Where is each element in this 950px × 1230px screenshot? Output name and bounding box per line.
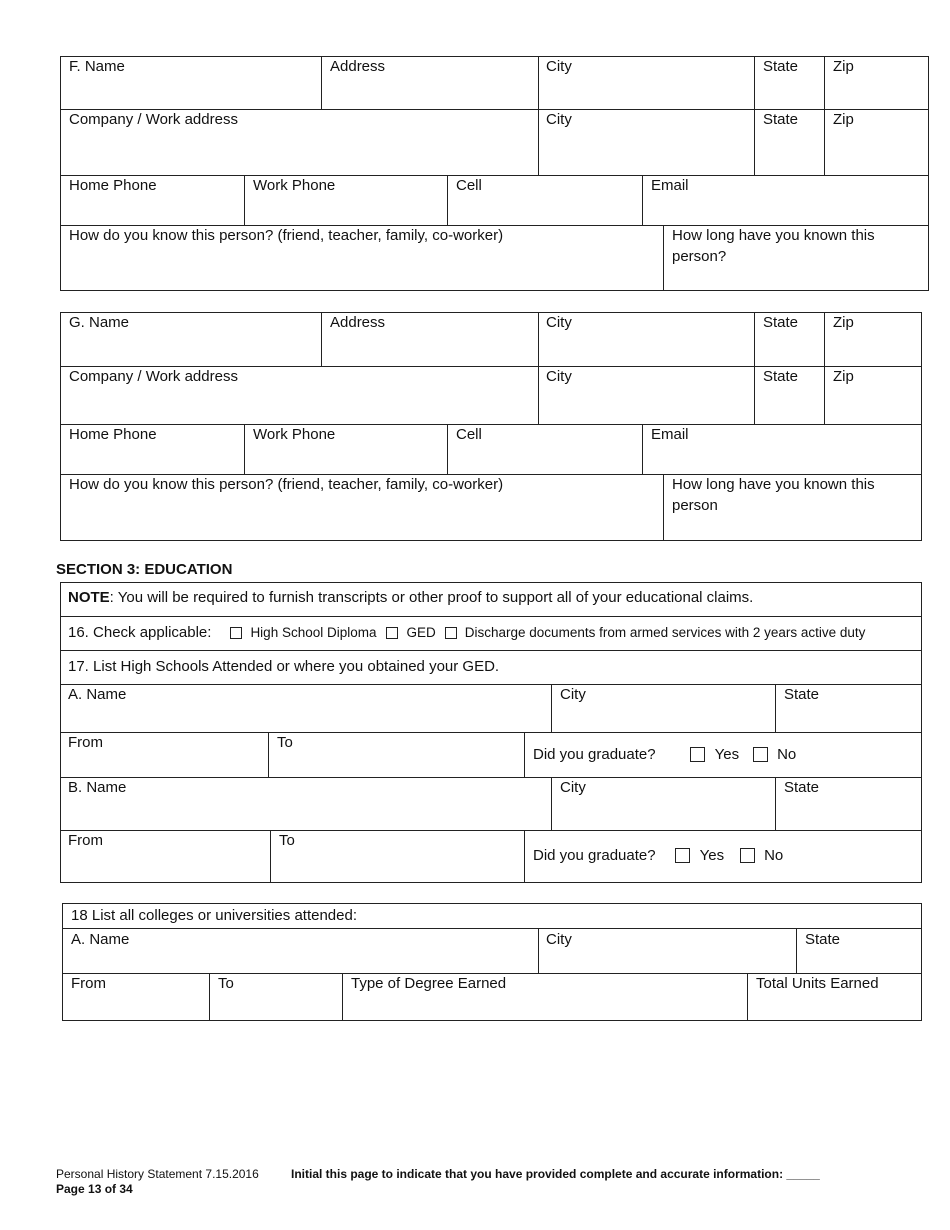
hs-b-graduate-row	[533, 845, 783, 866]
footer-initial-line[interactable]: Initial this page to indicate that you have provided complete and accurate information: _____	[291, 1167, 820, 1181]
section-3-heading: SECTION 3: EDUCATION	[56, 561, 233, 578]
college-a-units-field[interactable]: Total Units Earned	[756, 975, 879, 992]
note-text	[68, 587, 753, 608]
footer-doc-title: Personal History Statement 7.15.2016	[56, 1167, 259, 1181]
f-state-field[interactable]: State	[763, 58, 799, 75]
g-cell-field[interactable]: Cell	[456, 426, 482, 443]
hs-a-name-field[interactable]: A. Name	[68, 686, 127, 703]
f-zip-field[interactable]: Zip	[833, 58, 854, 75]
college-a-from-field[interactable]: From	[71, 975, 106, 992]
g-city-field[interactable]: City	[546, 314, 572, 331]
hs-b-yes-label: Yes	[699, 847, 725, 864]
hs-a-no-checkbox[interactable]	[753, 747, 768, 762]
hs-a-yes-label: Yes	[714, 746, 740, 763]
high-school-diploma-checkbox[interactable]	[230, 627, 242, 639]
hs-b-state-field[interactable]: State	[784, 779, 820, 796]
college-a-name-field[interactable]: A. Name	[71, 931, 130, 948]
hs-a-from-field[interactable]: From	[68, 734, 103, 751]
note-body: : You will be required to furnish transcripts or other proof to support all of your educational claims.	[109, 589, 754, 606]
hs-b-graduate-label: Did you graduate?	[533, 847, 656, 864]
college-a-degree-field[interactable]: Type of Degree Earned	[351, 975, 507, 992]
f-cell-field[interactable]: Cell	[456, 177, 482, 194]
q16-row	[68, 622, 865, 643]
hs-b-yes-checkbox[interactable]	[675, 848, 690, 863]
g-state-field[interactable]: State	[763, 314, 799, 331]
ged-label: GED	[406, 625, 436, 640]
g-name-field[interactable]: G. Name	[69, 314, 130, 331]
discharge-documents-label: Discharge documents from armed services with 2 years active duty	[464, 625, 866, 640]
f-company-zip-field[interactable]: Zip	[833, 111, 854, 128]
hs-a-to-field[interactable]: To	[277, 734, 293, 751]
f-name-field[interactable]: F. Name	[69, 58, 125, 75]
q17-label: 17. List High Schools Attended or where you obtained your GED.	[68, 658, 500, 675]
g-address-field[interactable]: Address	[330, 314, 386, 331]
f-home-phone-field[interactable]: Home Phone	[69, 177, 157, 194]
discharge-documents-checkbox[interactable]	[445, 627, 457, 639]
college-a-state-field[interactable]: State	[805, 931, 841, 948]
f-how-know-field[interactable]: How do you know this person? (friend, teacher, family, co-worker)	[69, 227, 504, 244]
hs-a-no-label: No	[777, 746, 797, 763]
f-company-city-field[interactable]: City	[546, 111, 572, 128]
f-work-phone-field[interactable]: Work Phone	[253, 177, 336, 194]
high-school-diploma-label: High School Diploma	[250, 625, 377, 640]
college-a-city-field[interactable]: City	[546, 931, 572, 948]
hs-a-city-field[interactable]: City	[560, 686, 586, 703]
hs-b-no-checkbox[interactable]	[740, 848, 755, 863]
g-company-city-field[interactable]: City	[546, 368, 572, 385]
g-company-zip-field[interactable]: Zip	[833, 368, 854, 385]
footer-page-number: Page 13 of 34	[56, 1182, 133, 1196]
hs-b-from-field[interactable]: From	[68, 832, 103, 849]
g-zip-field[interactable]: Zip	[833, 314, 854, 331]
g-company-field[interactable]: Company / Work address	[69, 368, 238, 385]
f-company-field[interactable]: Company / Work address	[69, 111, 238, 128]
hs-a-graduate-label: Did you graduate?	[533, 746, 656, 763]
hs-b-no-label: No	[764, 847, 784, 864]
f-city-field[interactable]: City	[546, 58, 572, 75]
q18-label: 18 List all colleges or universities attended:	[71, 907, 357, 924]
g-work-phone-field[interactable]: Work Phone	[253, 426, 336, 443]
college-a-to-field[interactable]: To	[218, 975, 234, 992]
note-label: NOTE	[68, 589, 110, 606]
hs-a-state-field[interactable]: State	[784, 686, 820, 703]
g-company-state-field[interactable]: State	[763, 368, 799, 385]
f-how-long-field[interactable]: How long have you known this person?	[672, 227, 875, 265]
ged-checkbox[interactable]	[386, 627, 398, 639]
g-email-field[interactable]: Email	[651, 426, 689, 443]
hs-a-graduate-row	[533, 744, 796, 765]
hs-a-yes-checkbox[interactable]	[690, 747, 705, 762]
g-how-long-field[interactable]: How long have you known this person	[672, 476, 875, 514]
f-email-field[interactable]: Email	[651, 177, 689, 194]
hs-b-to-field[interactable]: To	[279, 832, 295, 849]
f-address-field[interactable]: Address	[330, 58, 386, 75]
g-home-phone-field[interactable]: Home Phone	[69, 426, 157, 443]
g-how-know-field[interactable]: How do you know this person? (friend, teacher, family, co-worker)	[69, 476, 504, 493]
f-company-state-field[interactable]: State	[763, 111, 799, 128]
q16-label: 16. Check applicable:	[68, 624, 212, 641]
hs-b-name-field[interactable]: B. Name	[68, 779, 127, 796]
hs-b-city-field[interactable]: City	[560, 779, 586, 796]
